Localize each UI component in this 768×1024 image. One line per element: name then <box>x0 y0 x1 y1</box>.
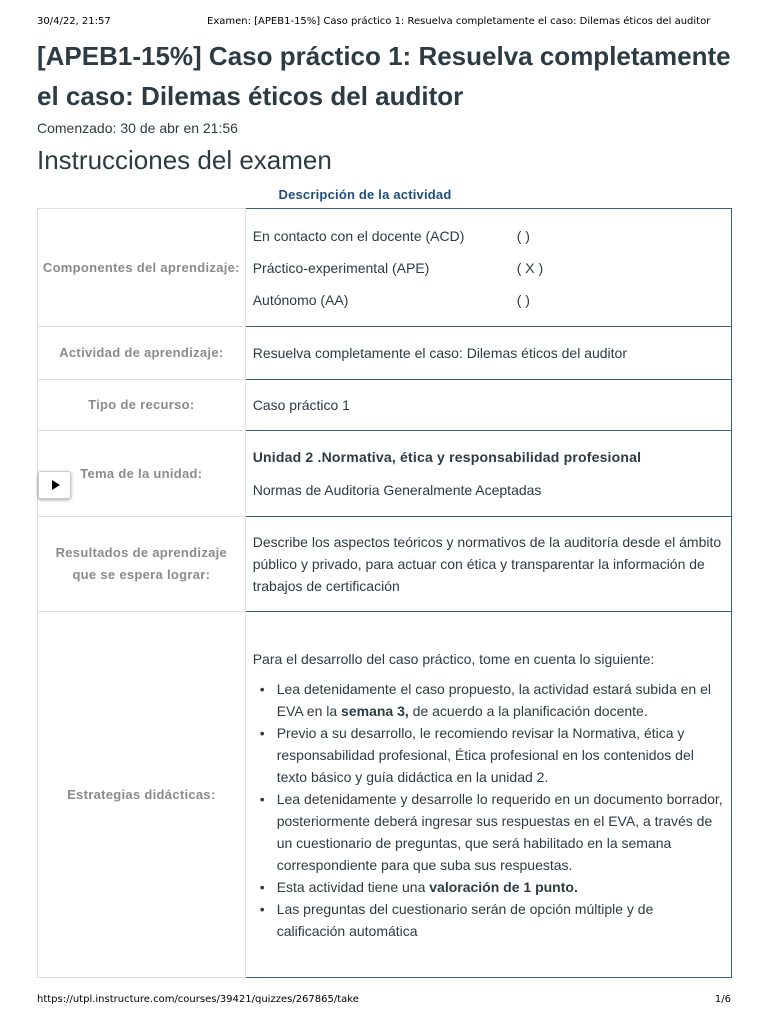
list-item <box>253 788 724 876</box>
unit-label: Tema de la unidad: <box>38 431 246 517</box>
strategies-intro: Para el desarrollo del caso práctico, tome en cuenta lo siguiente: <box>252 650 655 667</box>
item-text: Lea detenidamente el caso propuesto, la actividad estará subida en el EVA en la <box>276 680 711 719</box>
list-item <box>253 722 724 788</box>
table-row <box>38 209 732 327</box>
component-mark: ( ) <box>516 227 530 244</box>
results-label: Resultados de aprendizaje que se espera lograr: <box>38 517 246 612</box>
component-mark: ( X ) <box>516 259 544 276</box>
component-mark: ( ) <box>516 291 530 308</box>
page-number: 1/6 <box>714 994 731 1005</box>
started-info <box>37 120 242 136</box>
component-item <box>253 252 724 284</box>
table-row <box>38 517 732 612</box>
started-value: 30 de abr en 21:56 <box>120 120 238 136</box>
activity-value: Resuelva completamente el caso: Dilemas éticos del auditor <box>245 327 731 380</box>
table-row <box>38 380 732 431</box>
instructions-heading: Instrucciones del examen <box>37 145 332 175</box>
print-header <box>37 16 731 30</box>
activity-label: Actividad de aprendizaje: <box>38 327 246 380</box>
table-caption: Descripción de la actividad <box>278 187 452 202</box>
started-label: Comenzado: <box>37 120 117 136</box>
component-name: En contacto con el docente (ACD) <box>252 227 465 244</box>
quiz-title: [APEB1-15%] Caso práctico 1: Resuelva completamente el caso: Dilemas éticos del auditor <box>37 41 731 111</box>
item-text: Las preguntas del cuestionario serán de opción múltiple y de calificación automática <box>276 900 654 939</box>
item-bold-text: valoración de 1 punto. <box>429 878 578 895</box>
print-date: 30/4/22, 21:57 <box>37 16 111 27</box>
resource-label: Tipo de recurso: <box>38 380 246 431</box>
item-text: Esta actividad tiene una <box>276 878 430 895</box>
list-item <box>253 678 724 722</box>
item-text: Previo a su desarrollo, le recomiendo revisar la Normativa, ética y responsabilidad profesional, Ética profesional en los contenidos del texto básico y guía didáctica en la unidad 2. <box>276 724 694 785</box>
table-row <box>38 612 732 978</box>
unit-title: Unidad 2 .Normativa, ética y responsabilidad profesional <box>252 449 642 465</box>
list-item <box>253 876 724 898</box>
print-footer <box>37 994 731 1008</box>
table-row <box>38 327 732 380</box>
unit-subtitle: Normas de Auditoria Generalmente Aceptadas <box>252 482 542 498</box>
strategies-label: Estrategias didácticas: <box>38 612 246 978</box>
play-button[interactable] <box>38 471 71 499</box>
page-url: https://utpl.instructure.com/courses/39421/quizzes/267865/take <box>37 994 359 1005</box>
strategies-list <box>253 678 724 942</box>
component-name: Práctico-experimental (APE) <box>252 259 430 276</box>
results-value: Describe los aspectos teóricos y normativos de la auditoría desde el ámbito público y privado, para actuar con ética y transparentar la información de trabajos de certificación <box>245 517 731 612</box>
item-bold-text: semana 3, <box>341 702 409 719</box>
play-icon <box>52 480 60 490</box>
list-item <box>253 898 724 942</box>
component-name: Autónomo (AA) <box>252 291 349 308</box>
strategies-value <box>245 612 731 978</box>
activity-description-table <box>37 208 732 978</box>
print-document-title: Examen: [APEB1-15%] Caso práctico 1: Resuelva completamente el caso: Dilemas éticos del auditor <box>207 16 711 27</box>
component-item <box>253 220 724 252</box>
component-item <box>253 284 724 316</box>
components-value <box>245 209 731 327</box>
resource-value: Caso práctico 1 <box>245 380 731 431</box>
item-text: Lea detenidamente y desarrolle lo requerido en un documento borrador, posteriormente deberá ingresar sus respuestas en el EVA, a través de un cuestionario de preguntas, que será habilitado en la semana correspondiente para que suba sus respuestas. <box>276 790 723 873</box>
item-text: de acuerdo a la planificación docente. <box>408 702 648 719</box>
unit-value <box>245 431 731 517</box>
components-label: Componentes del aprendizaje: <box>38 209 246 327</box>
table-row <box>38 431 732 517</box>
